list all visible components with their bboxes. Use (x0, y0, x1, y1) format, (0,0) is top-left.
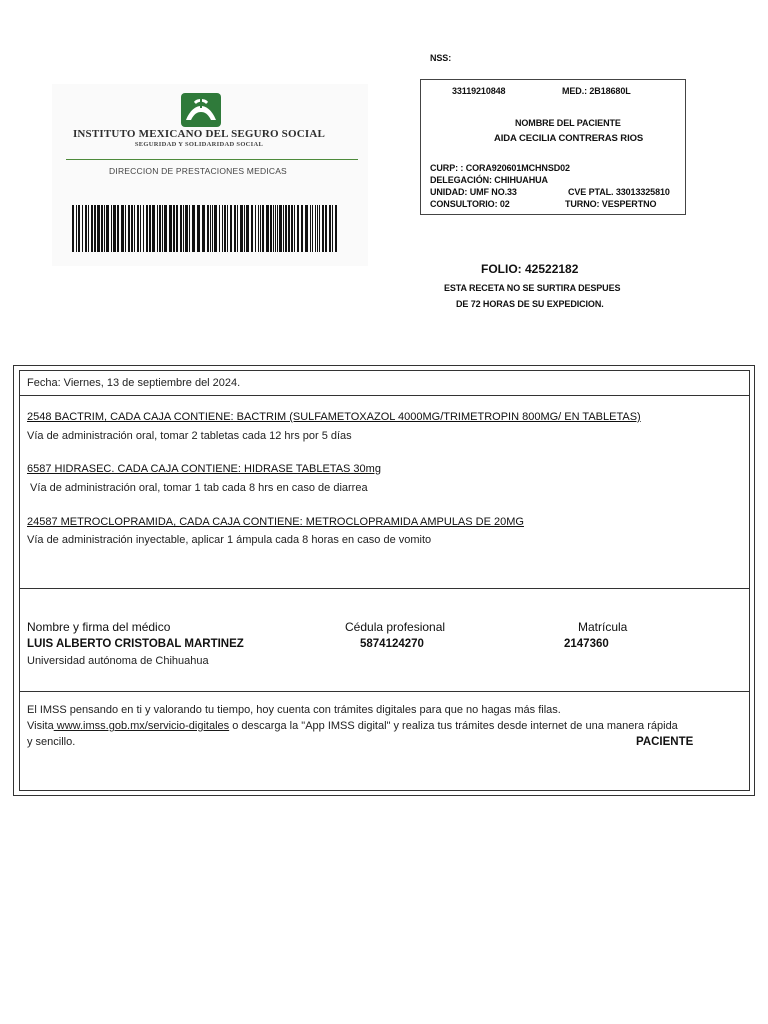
barcode-bar (275, 205, 276, 252)
medication-3-title: 24587 METROCLOPRAMIDA, CADA CAJA CONTIENE: METROCLOPRAMIDA AMPULAS DE 20MG (27, 516, 524, 528)
footer-line2 (27, 720, 678, 732)
barcode-bar (183, 205, 184, 252)
barcode-bar (329, 205, 331, 252)
barcode-bar (164, 205, 167, 252)
barcode-bar (227, 205, 228, 252)
barcode-bar (291, 205, 293, 252)
barcode-bar (88, 205, 89, 252)
barcode-bar (212, 205, 213, 252)
medication-1-instructions: Vía de administración oral, tomar 2 tabletas cada 12 hrs por 5 días (27, 430, 352, 442)
barcode-bar (219, 205, 220, 252)
barcode-bar (113, 205, 116, 252)
barcode-bar (117, 205, 119, 252)
prescription-date: Fecha: Viernes, 13 de septiembre del 2024. (27, 377, 241, 389)
barcode-bar (159, 205, 161, 252)
medication-1-title: 2548 BACTRIM, CADA CAJA CONTIENE: BACTRIM (SULFAMETOXAZOL 4000MG/TRIMETROPIN 800MG/ EN TABLETAS) (27, 411, 641, 423)
barcode-bar (301, 205, 303, 252)
barcode-bar (234, 205, 236, 252)
barcode-bar (137, 205, 139, 252)
items-divider (19, 588, 750, 589)
barcode-bar (189, 205, 190, 252)
matricula-label: Matrícula (578, 620, 628, 634)
barcode-bar (244, 205, 245, 252)
footer-visit-prefix: Visita (27, 720, 54, 732)
barcode-bar (106, 205, 109, 252)
institute-name: INSTITUTO MEXICANO DEL SEGURO SOCIAL (72, 128, 326, 140)
cedula-label: Cédula profesional (345, 620, 446, 634)
matricula-value: 2147360 (564, 638, 609, 650)
patient-unidad: UNIDAD: UMF NO.33 (430, 187, 517, 197)
barcode-bar (310, 205, 311, 252)
barcode-bar (140, 205, 141, 252)
barcode-bar (121, 205, 124, 252)
barcode-bar (210, 205, 211, 252)
barcode-bar (149, 205, 151, 252)
doctor-university: Universidad autónoma de Chihuahua (27, 655, 209, 667)
barcode-bar (332, 205, 333, 252)
barcode-bar (76, 205, 77, 252)
medication-3-instructions: Vía de administración inyectable, aplicar 1 ámpula cada 8 horas en caso de vomito (27, 534, 432, 546)
barcode-bar (143, 205, 144, 252)
patient-name: AIDA CECILIA CONTRERAS RIOS (494, 133, 644, 144)
footer-visit-suffix: o descarga la "App IMSS digital" y realiza tus trámites desde internet de una manera rápida (229, 720, 678, 732)
barcode-bar (335, 205, 337, 252)
barcode-bar (85, 205, 87, 252)
barcode-bar (258, 205, 259, 252)
barcode-bar (180, 205, 182, 252)
barcode-bar (185, 205, 188, 252)
barcode-bar (285, 205, 287, 252)
barcode (72, 205, 337, 252)
signature-divider (19, 691, 750, 692)
barcode-bar (78, 205, 80, 252)
barcode-bar (146, 205, 148, 252)
folio-notice-line1: ESTA RECETA NO SE SURTIRA DESPUES (444, 283, 621, 293)
barcode-bar (152, 205, 155, 252)
barcode-bar (224, 205, 226, 252)
barcode-bar (322, 205, 324, 252)
barcode-bar (222, 205, 223, 252)
patient-nss: 33119210848 (452, 86, 506, 96)
barcode-bar (319, 205, 320, 252)
doctor-name: LUIS ALBERTO CRISTOBAL MARTINEZ (27, 638, 244, 650)
barcode-bar (97, 205, 100, 252)
barcode-bar (230, 205, 232, 252)
barcode-bar (317, 205, 318, 252)
barcode-bar (255, 205, 256, 252)
patient-med: MED.: 2B18680L (562, 86, 631, 96)
barcode-bar (169, 205, 172, 252)
barcode-bar (283, 205, 284, 252)
patient-cve-ptal: CVE PTAL. 33013325810 (568, 187, 670, 197)
patient-name-label: NOMBRE DEL PACIENTE (515, 118, 621, 128)
folio: FOLIO: 42522182 (481, 262, 579, 276)
patient-delegacion: DELEGACIÓN: CHIHUAHUA (430, 175, 548, 185)
barcode-bar (251, 205, 253, 252)
department-name: DIRECCION DE PRESTACIONES MEDICAS (109, 166, 287, 176)
barcode-bar (325, 205, 327, 252)
barcode-bar (72, 205, 74, 252)
barcode-bar (111, 205, 112, 252)
barcode-bar (294, 205, 295, 252)
barcode-bar (207, 205, 209, 252)
barcode-bar (94, 205, 96, 252)
barcode-bar (312, 205, 313, 252)
barcode-bar (214, 205, 217, 252)
copy-label: PACIENTE (636, 736, 694, 748)
barcode-bar (270, 205, 272, 252)
barcode-bar (157, 205, 158, 252)
folio-notice-line2: DE 72 HORAS DE SU EXPEDICION. (456, 299, 604, 309)
barcode-bar (197, 205, 200, 252)
cedula-value: 5874124270 (360, 638, 424, 650)
barcode-bar (91, 205, 93, 252)
barcode-bar (82, 205, 83, 252)
medication-2-title: 6587 HIDRASEC. CADA CAJA CONTIENE: HIDRASE TABLETAS 30mg (27, 463, 381, 475)
barcode-bar (162, 205, 163, 252)
barcode-bar (131, 205, 133, 252)
barcode-bar (176, 205, 178, 252)
barcode-bar (279, 205, 282, 252)
barcode-bar (192, 205, 195, 252)
barcode-bar (288, 205, 290, 252)
nss-label: NSS: (430, 53, 452, 63)
barcode-bar (173, 205, 175, 252)
barcode-bar (266, 205, 269, 252)
barcode-bar (104, 205, 105, 252)
barcode-bar (305, 205, 308, 252)
barcode-bar (237, 205, 238, 252)
medication-2-instructions: Vía de administración oral, tomar 1 tab cada 8 hrs en caso de diarrea (27, 482, 368, 494)
imss-digital-link[interactable]: www.imss.gob.mx/servicio-digitales (53, 720, 230, 732)
patient-consultorio: CONSULTORIO: 02 (430, 199, 510, 209)
date-divider (19, 395, 750, 396)
green-divider (66, 159, 358, 160)
barcode-bar (128, 205, 130, 252)
barcode-bar (101, 205, 103, 252)
barcode-bar (277, 205, 278, 252)
barcode-bar (262, 205, 264, 252)
barcode-bar (134, 205, 135, 252)
patient-curp: CURP: : CORA920601MCHNSD02 (430, 163, 570, 173)
barcode-bar (315, 205, 316, 252)
barcode-bar (273, 205, 274, 252)
patient-turno: TURNO: VESPERTNO (565, 199, 657, 209)
barcode-bar (260, 205, 261, 252)
barcode-bar (125, 205, 126, 252)
doctor-name-label: Nombre y firma del médico (27, 620, 171, 634)
barcode-bar (240, 205, 243, 252)
institute-subtitle: SEGURIDAD Y SOLIDARIDAD SOCIAL (134, 141, 264, 148)
barcode-bar (297, 205, 299, 252)
footer-line3: y sencillo. (27, 736, 76, 748)
barcode-bar (246, 205, 249, 252)
imss-emblem-icon (180, 92, 222, 128)
barcode-bar (202, 205, 205, 252)
footer-line1: El IMSS pensando en ti y valorando tu tiempo, hoy cuenta con trámites digitales para que no hagas más filas. (27, 704, 561, 716)
